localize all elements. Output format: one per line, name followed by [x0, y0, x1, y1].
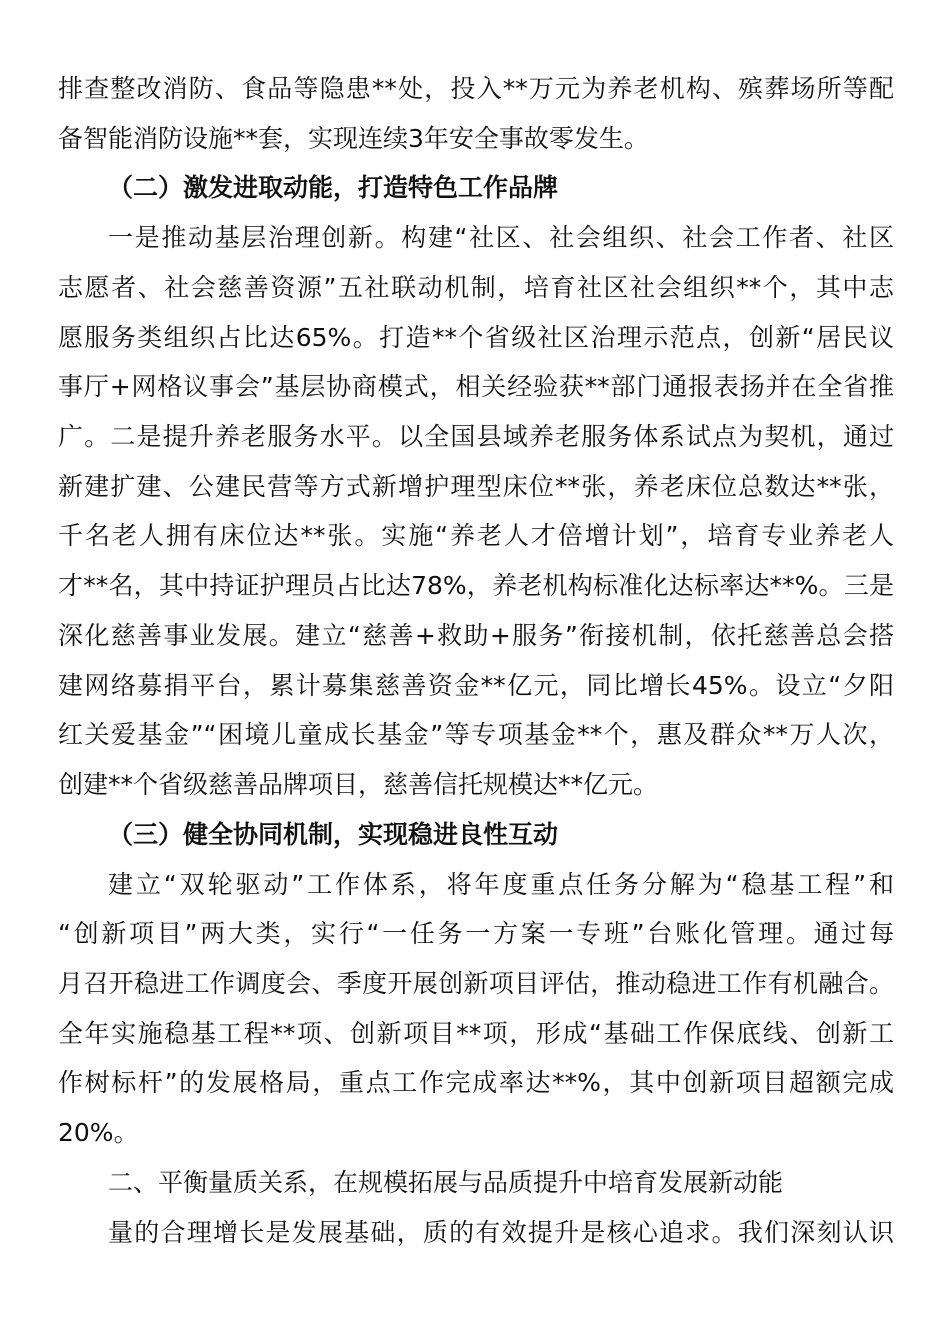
text-line: 志愿者、社会慈善资源”五社联动机制，培育社区社会组织**个，其中志 — [58, 273, 894, 302]
text-line: 20%。 — [58, 1118, 139, 1147]
text-line: 红关爱基金”“困境儿童成长基金”等专项基金**个，惠及群众**万人次， — [58, 720, 894, 749]
section-heading: （二）激发进取动能，打造特色工作品牌 — [108, 173, 559, 202]
text-line: 建网络募捐平台，累计募集慈善资金**亿元，同比增长45%。设立“夕阳 — [58, 671, 894, 700]
text-line: 千名老人拥有床位达**张。实施“养老人才倍增计划”，培育专业养老人 — [58, 521, 894, 550]
text-line: 作树标杆”的发展格局，重点工作完成率达**%，其中创新项目超额完成 — [58, 1068, 894, 1097]
text-line: 新建扩建、公建民营等方式新增护理型床位**张，养老床位总数达**张， — [58, 472, 894, 501]
chapter-heading: 二、平衡量质关系，在规模拓展与品质提升中培育发展新动能 — [108, 1168, 784, 1197]
text-line: 创建**个省级慈善品牌项目，慈善信托规模达**亿元。 — [58, 770, 659, 799]
text-line: “创新项目”两大类，实行“一任务一方案一专班”台账化管理。通过每 — [58, 919, 894, 948]
text-line: 月召开稳进工作调度会、季度开展创新项目评估，推动稳进工作有机融合。 — [58, 969, 894, 998]
section-heading: （三）健全协同机制，实现稳进良性互动 — [108, 820, 559, 849]
text-line: 建立“双轮驱动”工作体系，将年度重点任务分解为“稳基工程”和 — [108, 870, 894, 899]
text-line: 深化慈善事业发展。建立“慈善+救助+服务”衔接机制，依托慈善总会搭 — [58, 621, 894, 650]
text-line: 才**名，其中持证护理员占比达78%，养老机构标准化达标率达**%。三是 — [58, 571, 894, 600]
text-line: 事厅+网格议事会”基层协商模式，相关经验获**部门通报表扬并在全省推 — [58, 372, 894, 401]
text-line: 一是推动基层治理创新。构建“社区、社会组织、社会工作者、社区 — [108, 223, 894, 252]
text-line: 广。二是提升养老服务水平。以全国县域养老服务体系试点为契机，通过 — [58, 422, 894, 451]
text-line: 愿服务类组织占比达65%。打造**个省级社区治理示范点，创新“居民议 — [58, 323, 894, 352]
text-line: 量的合理增长是发展基础，质的有效提升是核心追求。我们深刻认识 — [108, 1218, 894, 1247]
text-line: 备智能消防设施**套，实现连续3年安全事故零发生。 — [58, 124, 649, 153]
text-line: 排查整改消防、食品等隐患**处，投入**万元为养老机构、殡葬场所等配 — [58, 74, 894, 103]
text-line: 全年实施稳基工程**项、创新项目**项，形成“基础工作保底线、创新工 — [58, 1019, 894, 1048]
